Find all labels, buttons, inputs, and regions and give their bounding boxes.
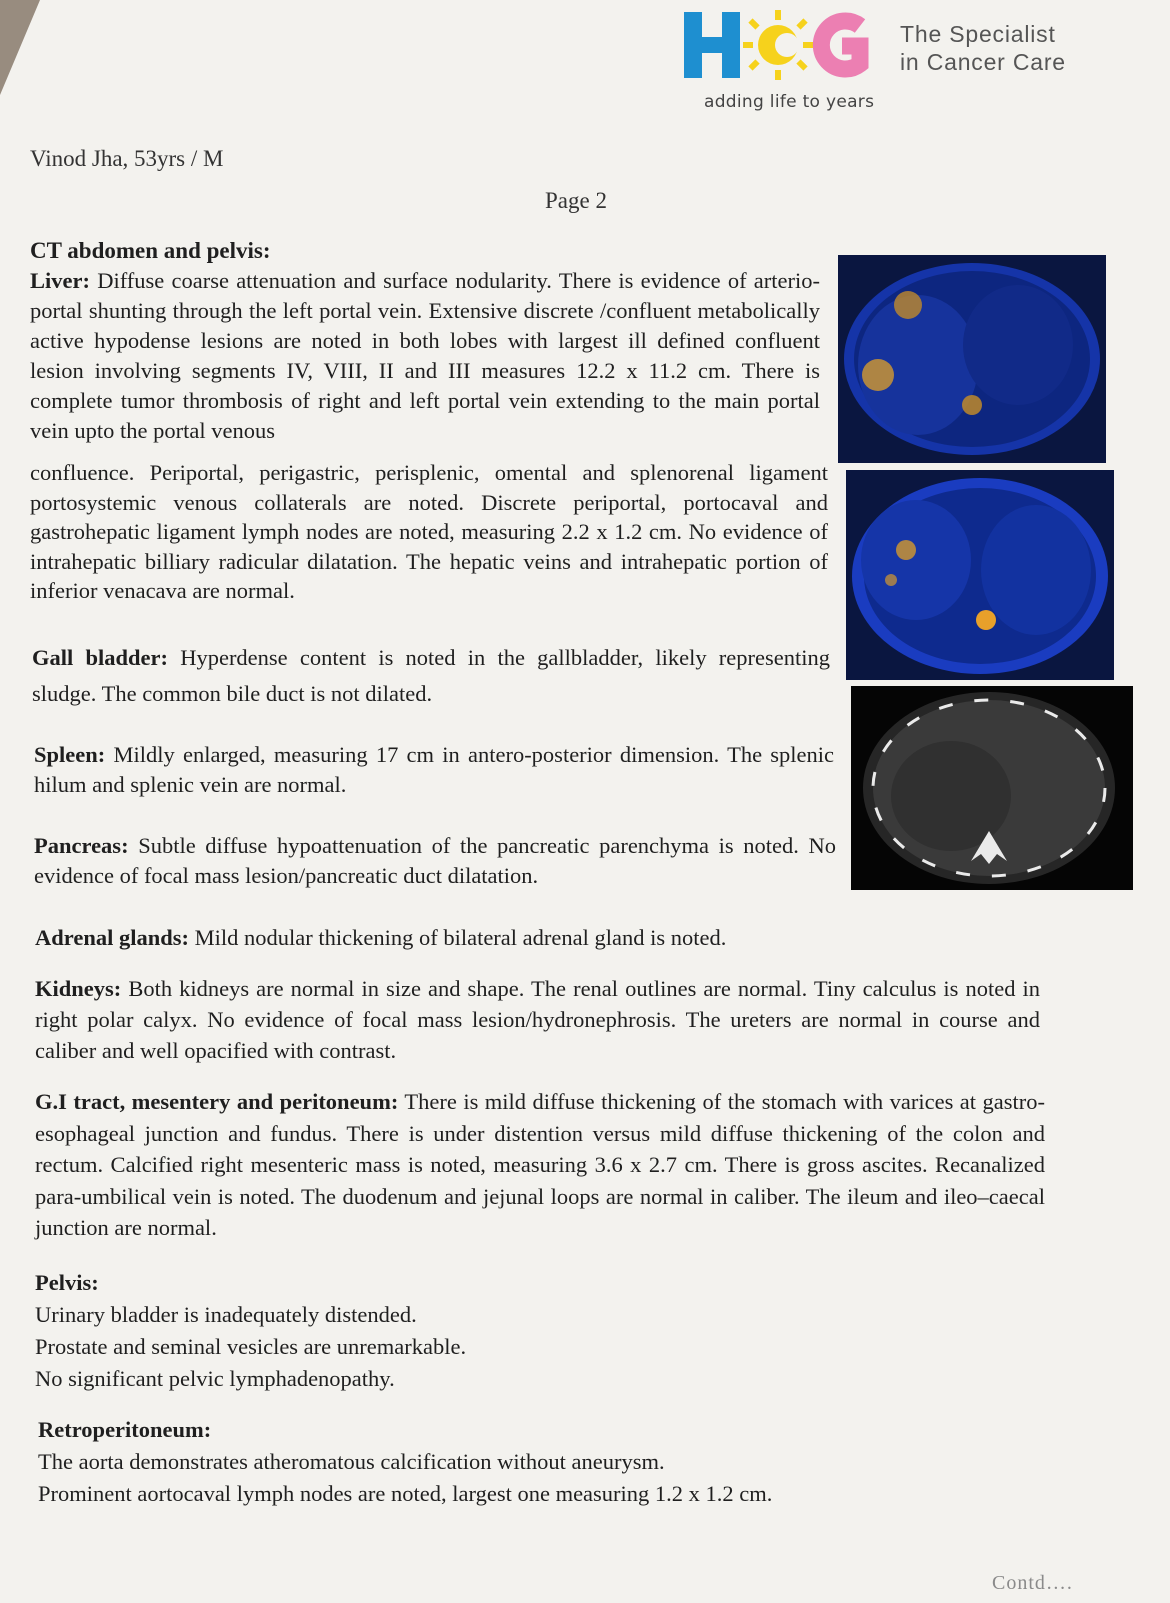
pancreas-label: Pancreas:: [34, 833, 129, 858]
page-number: Page 2: [545, 188, 607, 213]
pelvis-line: Urinary bladder is inadequately distended.: [35, 1302, 417, 1327]
retroperitoneum-paragraph: [38, 1414, 938, 1510]
kidneys-text: Both kidneys are normal in size and shape. The renal outlines are normal. Tiny calculus is noted in right polar calyx. No evidence of focal mass lesion/hydronephrosis. The ureters are normal in course and caliber and well opacified with contrast.: [35, 976, 1040, 1063]
patient-info: Vinod Jha, 53yrs / M: [30, 146, 224, 171]
pancreas-paragraph: [34, 831, 836, 891]
pelvis-line: Prostate and seminal vesicles are unremarkable.: [35, 1334, 467, 1359]
gall-bladder-paragraph: [32, 640, 830, 712]
specialist-tagline: [900, 20, 1100, 76]
continued-note: Contd….: [992, 1572, 1073, 1594]
gi-paragraph: [35, 1086, 1045, 1244]
page-corner-shadow: [0, 0, 40, 95]
specialist-line-1: The Specialist: [900, 21, 1056, 47]
liver-text-2: confluence. Periportal, perigastric, perisplenic, omental and splenorenal ligament portosystemic venous collaterals are noted. Discrete periportal, portocaval and gastrohepatic ligament lymph nodes are noted, measuring 2.2 x 1.2 cm. No evidence of intrahepatic billiary radicular dilatation. The hepatic veins and intrahepatic portion of inferior venacava are normal.: [30, 460, 828, 603]
gall-bladder-label: Gall bladder:: [32, 645, 168, 670]
pet-ct-scan-image-2: [846, 470, 1114, 680]
liver-text-1: Diffuse coarse attenuation and surface nodularity. There is evidence of arterio-portal shunting through the left portal vein. Extensive discrete /confluent metabolically active hypodense lesions are noted in both lobes with largest ill defined confluent lesion involving segments IV, VIII, II and III measures 12.2 x 11.2 cm. There is complete tumor thrombosis of right and left portal vein extending to the main portal vein upto the portal venous: [30, 268, 820, 443]
ct-scan-image-3: [851, 686, 1133, 890]
specialist-line-2: in Cancer Care: [900, 49, 1066, 75]
liver-paragraph-cont: [30, 458, 828, 606]
pet-ct-scan-image-1: [838, 255, 1106, 463]
pelvis-label: Pelvis:: [35, 1270, 99, 1295]
gi-text: There is mild diffuse thickening of the stomach with varices at gastro-esophageal junction and fundus. There is under distention versus mild diffuse thickening of the colon and rectum. Calcified right mesenteric mass is noted, measuring 3.6 x 2.7 cm. There is gross ascites. Recanalized para-umbilical vein is noted. The duodenum and jejunal loops are normal in caliber. The ileum and ileo–caecal junction are normal.: [35, 1089, 1045, 1240]
gi-label: G.I tract, mesentery and peritoneum:: [35, 1089, 399, 1114]
pancreas-text: Subtle diffuse hypoattenuation of the pancreatic parenchyma is noted. No evidence of focal mass lesion/pancreatic duct dilatation.: [34, 833, 836, 888]
liver-paragraph: [30, 266, 820, 446]
hcg-logo: [682, 8, 882, 83]
gall-bladder-text: Hyperdense content is noted in the gallbladder, likely representing sludge. The common bile duct is not dilated.: [32, 645, 830, 706]
adrenal-paragraph: [35, 923, 1045, 953]
retroperitoneum-line: Prominent aortocaval lymph nodes are noted, largest one measuring 1.2 x 1.2 cm.: [38, 1481, 773, 1506]
kidneys-label: Kidneys:: [35, 976, 122, 1001]
retroperitoneum-line: The aorta demonstrates atheromatous calcification without aneurysm.: [38, 1449, 665, 1474]
adrenal-text: Mild nodular thickening of bilateral adrenal gland is noted.: [194, 925, 727, 950]
section-title: CT abdomen and pelvis:: [30, 238, 271, 263]
spleen-text: Mildly enlarged, measuring 17 cm in antero-posterior dimension. The splenic hilum and splenic vein are normal.: [34, 742, 835, 797]
kidneys-paragraph: [35, 973, 1040, 1066]
liver-label: Liver:: [30, 268, 90, 293]
spleen-label: Spleen:: [34, 742, 106, 767]
brand-tagline: adding life to years: [704, 92, 875, 112]
adrenal-label: Adrenal glands:: [35, 925, 189, 950]
retroperitoneum-label: Retroperitoneum:: [38, 1417, 212, 1442]
pelvis-paragraph: [35, 1267, 935, 1395]
spleen-paragraph: [34, 740, 834, 800]
pelvis-line: No significant pelvic lymphadenopathy.: [35, 1366, 395, 1391]
